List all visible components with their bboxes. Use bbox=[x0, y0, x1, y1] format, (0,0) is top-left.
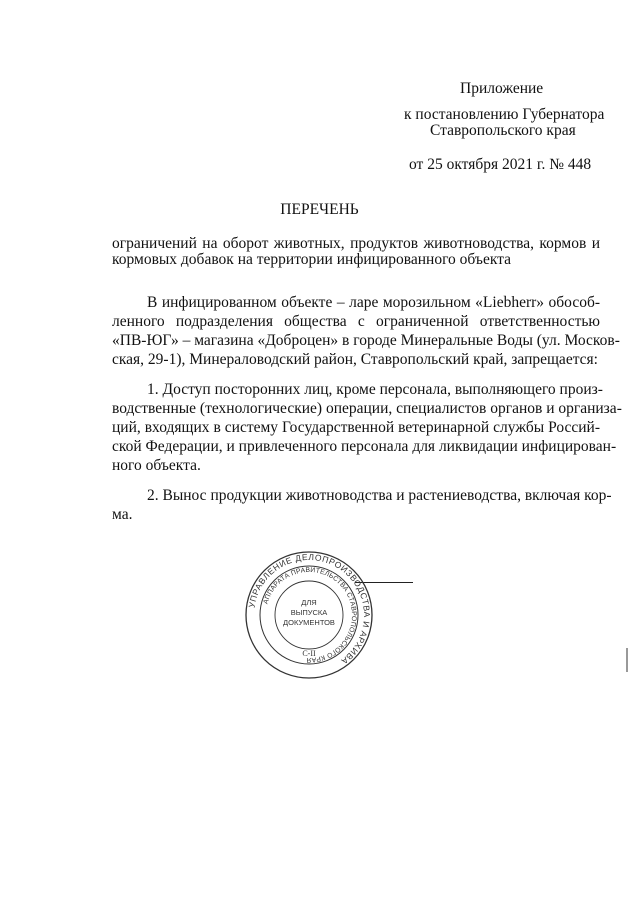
item1-line-5: ного объекта. bbox=[112, 457, 201, 474]
stamp-code: С-II bbox=[302, 649, 316, 658]
item1-line-2: водственные (технологические) операции, специалистов органов и организа- bbox=[112, 400, 622, 417]
stamp-inner-text: АППАРАТА ПРАВИТЕЛЬСТВА СТАВРОПОЛЬСКОГО КРАЯ bbox=[262, 566, 358, 664]
stamp-center-line-1: ДЛЯ bbox=[301, 598, 317, 607]
item2-line-1: 2. Вынос продукции животноводства и растениеводства, включая кор- bbox=[147, 487, 612, 504]
intro-line-1: В инфицированном объекте – ларе морозильном «Liebherr» обособ- bbox=[147, 294, 600, 311]
official-stamp bbox=[244, 550, 374, 680]
stamp-center-line-2: ВЫПУСКА bbox=[290, 608, 328, 617]
subtitle-line-1: ограничений на оборот животных, продуктов животноводства, кормов и bbox=[112, 235, 600, 252]
item1-line-1: 1. Доступ посторонних лиц, кроме персонала, выполняющего произ- bbox=[147, 381, 603, 398]
appendix-title: Приложение bbox=[460, 80, 544, 97]
intro-line-3: «ПВ-ЮГ» – магазина «Доброцен» в городе Минеральные Воды (ул. Москов- bbox=[112, 332, 620, 349]
reference-line-2: Ставропольского края bbox=[430, 122, 576, 139]
stamp-center-line-3: ДОКУМЕНТОВ bbox=[283, 618, 335, 627]
margin-mark bbox=[626, 648, 628, 672]
item2-line-2: ма. bbox=[112, 506, 133, 523]
reference-line-1: к постановлению Губернатора bbox=[404, 106, 605, 123]
subtitle-line-2: кормовых добавок на территории инфицированного объекта bbox=[112, 251, 511, 268]
intro-line-4: ская, 29-1), Минераловодский район, Ставропольский край, запрещается: bbox=[112, 351, 598, 368]
date-line: от 25 октября 2021 г. № 448 bbox=[409, 156, 592, 173]
intro-line-2: ленного подразделения общества с ограниченной ответственностью bbox=[112, 313, 600, 330]
item1-line-4: ской Федерации, и привлеченного персонала для ликвидации инфицирован- bbox=[112, 438, 617, 455]
item1-line-3: ций, входящих в систему Государственной ветеринарной службы Россий- bbox=[112, 419, 600, 436]
document-title: ПЕРЕЧЕНЬ bbox=[280, 201, 359, 218]
stamp-outer-text: УПРАВЛЕНИЕ ДЕЛОПРОИЗВОДСТВА И АРХИВА bbox=[246, 551, 373, 667]
